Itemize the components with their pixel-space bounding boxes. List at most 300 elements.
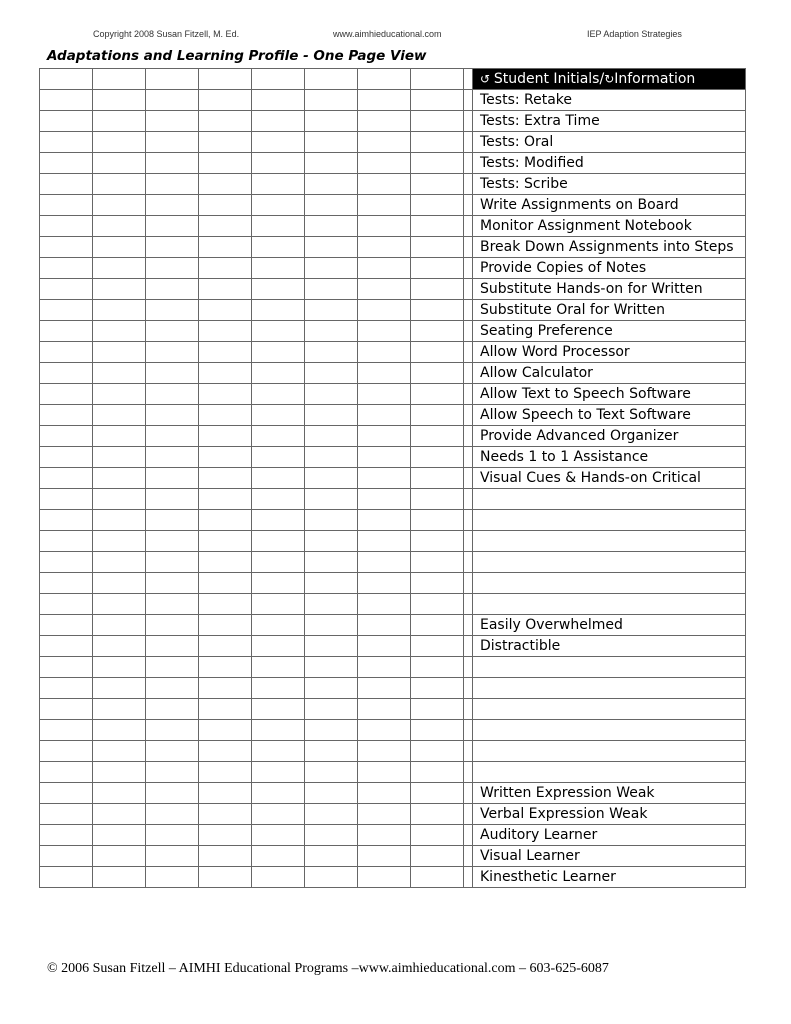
student-mark-cell[interactable] [199, 846, 252, 867]
student-mark-cell[interactable] [93, 636, 146, 657]
student-mark-cell[interactable] [464, 657, 473, 678]
student-mark-cell[interactable] [40, 111, 93, 132]
student-mark-cell[interactable] [464, 111, 473, 132]
student-mark-cell[interactable] [411, 678, 464, 699]
student-mark-cell[interactable] [199, 762, 252, 783]
student-mark-cell[interactable] [146, 321, 199, 342]
student-mark-cell[interactable] [305, 405, 358, 426]
student-mark-cell[interactable] [411, 531, 464, 552]
student-mark-cell[interactable] [358, 300, 411, 321]
student-mark-cell[interactable] [252, 384, 305, 405]
student-mark-cell[interactable] [305, 783, 358, 804]
student-mark-cell[interactable] [358, 342, 411, 363]
student-mark-cell[interactable] [252, 846, 305, 867]
student-mark-cell[interactable] [464, 636, 473, 657]
student-mark-cell[interactable] [93, 363, 146, 384]
student-mark-cell[interactable] [358, 615, 411, 636]
student-mark-cell[interactable] [199, 783, 252, 804]
student-mark-cell[interactable] [358, 489, 411, 510]
student-mark-cell[interactable] [305, 615, 358, 636]
student-mark-cell[interactable] [146, 699, 199, 720]
student-mark-cell[interactable] [146, 615, 199, 636]
student-mark-cell[interactable] [146, 216, 199, 237]
student-mark-cell[interactable] [411, 720, 464, 741]
student-mark-cell[interactable] [464, 678, 473, 699]
student-mark-cell[interactable] [40, 489, 93, 510]
student-mark-cell[interactable] [146, 594, 199, 615]
student-mark-cell[interactable] [305, 825, 358, 846]
student-mark-cell[interactable] [93, 132, 146, 153]
student-mark-cell[interactable] [464, 552, 473, 573]
student-mark-cell[interactable] [199, 867, 252, 888]
student-mark-cell[interactable] [199, 615, 252, 636]
student-mark-cell[interactable] [252, 720, 305, 741]
student-mark-cell[interactable] [464, 132, 473, 153]
student-mark-cell[interactable] [358, 426, 411, 447]
student-mark-cell[interactable] [146, 657, 199, 678]
student-mark-cell[interactable] [305, 447, 358, 468]
student-mark-cell[interactable] [252, 216, 305, 237]
student-mark-cell[interactable] [464, 405, 473, 426]
student-mark-cell[interactable] [93, 699, 146, 720]
student-mark-cell[interactable] [199, 279, 252, 300]
student-mark-cell[interactable] [411, 846, 464, 867]
student-mark-cell[interactable] [40, 783, 93, 804]
student-mark-cell[interactable] [305, 258, 358, 279]
student-mark-cell[interactable] [252, 699, 305, 720]
student-mark-cell[interactable] [40, 825, 93, 846]
student-mark-cell[interactable] [146, 678, 199, 699]
student-mark-cell[interactable] [146, 825, 199, 846]
student-mark-cell[interactable] [411, 342, 464, 363]
student-mark-cell[interactable] [464, 699, 473, 720]
student-mark-cell[interactable] [146, 573, 199, 594]
student-mark-cell[interactable] [305, 174, 358, 195]
student-mark-cell[interactable] [40, 216, 93, 237]
student-mark-cell[interactable] [305, 426, 358, 447]
student-mark-cell[interactable] [358, 804, 411, 825]
student-mark-cell[interactable] [252, 825, 305, 846]
student-mark-cell[interactable] [40, 594, 93, 615]
student-mark-cell[interactable] [93, 237, 146, 258]
student-mark-cell[interactable] [93, 678, 146, 699]
student-mark-cell[interactable] [93, 531, 146, 552]
student-mark-cell[interactable] [146, 174, 199, 195]
student-mark-cell[interactable] [252, 426, 305, 447]
student-mark-cell[interactable] [464, 594, 473, 615]
student-mark-cell[interactable] [146, 783, 199, 804]
student-mark-cell[interactable] [93, 300, 146, 321]
student-mark-cell[interactable] [40, 363, 93, 384]
student-mark-cell[interactable] [93, 195, 146, 216]
student-mark-cell[interactable] [146, 468, 199, 489]
student-mark-cell[interactable] [305, 552, 358, 573]
student-mark-cell[interactable] [464, 216, 473, 237]
student-mark-cell[interactable] [305, 510, 358, 531]
student-mark-cell[interactable] [411, 615, 464, 636]
student-mark-cell[interactable] [464, 615, 473, 636]
student-mark-cell[interactable] [252, 741, 305, 762]
student-mark-cell[interactable] [411, 405, 464, 426]
student-mark-cell[interactable] [358, 678, 411, 699]
student-mark-cell[interactable] [93, 111, 146, 132]
student-mark-cell[interactable] [358, 90, 411, 111]
student-mark-cell[interactable] [464, 363, 473, 384]
student-mark-cell[interactable] [40, 678, 93, 699]
student-mark-cell[interactable] [252, 279, 305, 300]
student-mark-cell[interactable] [199, 195, 252, 216]
student-mark-cell[interactable] [40, 321, 93, 342]
student-mark-cell[interactable] [358, 573, 411, 594]
student-mark-cell[interactable] [93, 510, 146, 531]
student-mark-cell[interactable] [252, 132, 305, 153]
student-mark-cell[interactable] [199, 363, 252, 384]
student-mark-cell[interactable] [40, 867, 93, 888]
student-mark-cell[interactable] [199, 804, 252, 825]
student-mark-cell[interactable] [199, 699, 252, 720]
student-mark-cell[interactable] [358, 699, 411, 720]
student-mark-cell[interactable] [93, 216, 146, 237]
student-mark-cell[interactable] [93, 573, 146, 594]
student-mark-cell[interactable] [146, 111, 199, 132]
student-mark-cell[interactable] [40, 762, 93, 783]
student-mark-cell[interactable] [93, 174, 146, 195]
student-mark-cell[interactable] [411, 489, 464, 510]
student-mark-cell[interactable] [358, 657, 411, 678]
student-mark-cell[interactable] [464, 783, 473, 804]
student-mark-cell[interactable] [252, 342, 305, 363]
student-mark-cell[interactable] [199, 153, 252, 174]
student-mark-cell[interactable] [305, 216, 358, 237]
student-mark-cell[interactable] [252, 783, 305, 804]
student-mark-cell[interactable] [358, 594, 411, 615]
student-mark-cell[interactable] [93, 69, 146, 90]
student-mark-cell[interactable] [40, 69, 93, 90]
student-mark-cell[interactable] [40, 447, 93, 468]
student-mark-cell[interactable] [199, 678, 252, 699]
student-mark-cell[interactable] [305, 804, 358, 825]
student-mark-cell[interactable] [464, 258, 473, 279]
student-mark-cell[interactable] [40, 279, 93, 300]
student-mark-cell[interactable] [305, 111, 358, 132]
student-mark-cell[interactable] [146, 153, 199, 174]
student-mark-cell[interactable] [40, 342, 93, 363]
student-mark-cell[interactable] [199, 237, 252, 258]
student-mark-cell[interactable] [252, 321, 305, 342]
student-mark-cell[interactable] [464, 531, 473, 552]
student-mark-cell[interactable] [93, 279, 146, 300]
student-mark-cell[interactable] [358, 174, 411, 195]
student-mark-cell[interactable] [252, 489, 305, 510]
student-mark-cell[interactable] [305, 594, 358, 615]
student-mark-cell[interactable] [305, 699, 358, 720]
student-mark-cell[interactable] [40, 720, 93, 741]
student-mark-cell[interactable] [358, 825, 411, 846]
student-mark-cell[interactable] [93, 825, 146, 846]
student-mark-cell[interactable] [40, 237, 93, 258]
student-mark-cell[interactable] [464, 468, 473, 489]
student-mark-cell[interactable] [464, 447, 473, 468]
student-mark-cell[interactable] [146, 531, 199, 552]
student-mark-cell[interactable] [199, 405, 252, 426]
student-mark-cell[interactable] [411, 237, 464, 258]
student-mark-cell[interactable] [411, 174, 464, 195]
student-mark-cell[interactable] [305, 300, 358, 321]
student-mark-cell[interactable] [358, 552, 411, 573]
student-mark-cell[interactable] [358, 762, 411, 783]
student-mark-cell[interactable] [358, 468, 411, 489]
student-mark-cell[interactable] [464, 237, 473, 258]
student-mark-cell[interactable] [305, 636, 358, 657]
student-mark-cell[interactable] [146, 867, 199, 888]
student-mark-cell[interactable] [464, 195, 473, 216]
student-mark-cell[interactable] [252, 195, 305, 216]
student-mark-cell[interactable] [146, 510, 199, 531]
student-mark-cell[interactable] [464, 489, 473, 510]
student-mark-cell[interactable] [93, 342, 146, 363]
student-mark-cell[interactable] [411, 300, 464, 321]
student-mark-cell[interactable] [199, 447, 252, 468]
student-mark-cell[interactable] [40, 300, 93, 321]
student-mark-cell[interactable] [358, 531, 411, 552]
student-mark-cell[interactable] [358, 636, 411, 657]
student-mark-cell[interactable] [411, 636, 464, 657]
student-mark-cell[interactable] [252, 636, 305, 657]
student-mark-cell[interactable] [199, 552, 252, 573]
student-mark-cell[interactable] [93, 867, 146, 888]
student-mark-cell[interactable] [305, 741, 358, 762]
student-mark-cell[interactable] [358, 846, 411, 867]
student-mark-cell[interactable] [411, 804, 464, 825]
student-mark-cell[interactable] [411, 594, 464, 615]
student-mark-cell[interactable] [411, 468, 464, 489]
student-mark-cell[interactable] [411, 321, 464, 342]
student-mark-cell[interactable] [305, 153, 358, 174]
student-mark-cell[interactable] [358, 279, 411, 300]
student-mark-cell[interactable] [199, 825, 252, 846]
student-mark-cell[interactable] [252, 552, 305, 573]
student-mark-cell[interactable] [305, 657, 358, 678]
student-mark-cell[interactable] [199, 573, 252, 594]
student-mark-cell[interactable] [146, 258, 199, 279]
student-mark-cell[interactable] [358, 783, 411, 804]
student-mark-cell[interactable] [146, 384, 199, 405]
student-mark-cell[interactable] [40, 636, 93, 657]
student-mark-cell[interactable] [411, 825, 464, 846]
student-mark-cell[interactable] [93, 615, 146, 636]
student-mark-cell[interactable] [252, 468, 305, 489]
student-mark-cell[interactable] [93, 594, 146, 615]
student-mark-cell[interactable] [305, 720, 358, 741]
student-mark-cell[interactable] [93, 846, 146, 867]
student-mark-cell[interactable] [464, 69, 473, 90]
student-mark-cell[interactable] [252, 594, 305, 615]
student-mark-cell[interactable] [40, 405, 93, 426]
student-mark-cell[interactable] [411, 657, 464, 678]
student-mark-cell[interactable] [199, 489, 252, 510]
student-mark-cell[interactable] [199, 216, 252, 237]
student-mark-cell[interactable] [358, 741, 411, 762]
student-mark-cell[interactable] [199, 510, 252, 531]
student-mark-cell[interactable] [252, 573, 305, 594]
student-mark-cell[interactable] [305, 762, 358, 783]
student-mark-cell[interactable] [146, 237, 199, 258]
student-mark-cell[interactable] [464, 153, 473, 174]
student-mark-cell[interactable] [252, 258, 305, 279]
student-mark-cell[interactable] [252, 300, 305, 321]
student-mark-cell[interactable] [305, 573, 358, 594]
student-mark-cell[interactable] [358, 867, 411, 888]
student-mark-cell[interactable] [199, 426, 252, 447]
student-mark-cell[interactable] [252, 447, 305, 468]
student-mark-cell[interactable] [411, 279, 464, 300]
student-mark-cell[interactable] [252, 531, 305, 552]
student-mark-cell[interactable] [252, 153, 305, 174]
student-mark-cell[interactable] [146, 426, 199, 447]
student-mark-cell[interactable] [146, 846, 199, 867]
student-mark-cell[interactable] [411, 573, 464, 594]
student-mark-cell[interactable] [411, 69, 464, 90]
student-mark-cell[interactable] [146, 342, 199, 363]
student-mark-cell[interactable] [146, 363, 199, 384]
student-mark-cell[interactable] [199, 741, 252, 762]
student-mark-cell[interactable] [358, 720, 411, 741]
student-mark-cell[interactable] [93, 468, 146, 489]
student-mark-cell[interactable] [252, 657, 305, 678]
student-mark-cell[interactable] [411, 447, 464, 468]
student-mark-cell[interactable] [40, 153, 93, 174]
student-mark-cell[interactable] [358, 405, 411, 426]
student-mark-cell[interactable] [146, 447, 199, 468]
student-mark-cell[interactable] [305, 384, 358, 405]
student-mark-cell[interactable] [146, 90, 199, 111]
student-mark-cell[interactable] [358, 510, 411, 531]
student-mark-cell[interactable] [305, 489, 358, 510]
student-mark-cell[interactable] [93, 762, 146, 783]
student-mark-cell[interactable] [199, 111, 252, 132]
student-mark-cell[interactable] [464, 804, 473, 825]
student-mark-cell[interactable] [252, 762, 305, 783]
student-mark-cell[interactable] [40, 468, 93, 489]
student-mark-cell[interactable] [146, 489, 199, 510]
student-mark-cell[interactable] [199, 90, 252, 111]
student-mark-cell[interactable] [464, 867, 473, 888]
student-mark-cell[interactable] [146, 279, 199, 300]
student-mark-cell[interactable] [358, 447, 411, 468]
student-mark-cell[interactable] [93, 720, 146, 741]
student-mark-cell[interactable] [199, 321, 252, 342]
student-mark-cell[interactable] [305, 342, 358, 363]
student-mark-cell[interactable] [305, 468, 358, 489]
student-mark-cell[interactable] [40, 174, 93, 195]
student-mark-cell[interactable] [464, 279, 473, 300]
student-mark-cell[interactable] [464, 174, 473, 195]
student-mark-cell[interactable] [40, 657, 93, 678]
student-mark-cell[interactable] [93, 804, 146, 825]
student-mark-cell[interactable] [252, 405, 305, 426]
student-mark-cell[interactable] [93, 552, 146, 573]
student-mark-cell[interactable] [93, 405, 146, 426]
student-mark-cell[interactable] [305, 846, 358, 867]
student-mark-cell[interactable] [40, 699, 93, 720]
student-mark-cell[interactable] [199, 531, 252, 552]
student-mark-cell[interactable] [305, 69, 358, 90]
student-mark-cell[interactable] [146, 636, 199, 657]
student-mark-cell[interactable] [146, 69, 199, 90]
student-mark-cell[interactable] [93, 153, 146, 174]
student-mark-cell[interactable] [411, 132, 464, 153]
student-mark-cell[interactable] [146, 741, 199, 762]
student-mark-cell[interactable] [305, 363, 358, 384]
student-mark-cell[interactable] [40, 510, 93, 531]
student-mark-cell[interactable] [464, 762, 473, 783]
student-mark-cell[interactable] [464, 300, 473, 321]
student-mark-cell[interactable] [252, 174, 305, 195]
student-mark-cell[interactable] [411, 741, 464, 762]
student-mark-cell[interactable] [464, 426, 473, 447]
student-mark-cell[interactable] [93, 741, 146, 762]
student-mark-cell[interactable] [146, 720, 199, 741]
student-mark-cell[interactable] [305, 132, 358, 153]
student-mark-cell[interactable] [464, 342, 473, 363]
student-mark-cell[interactable] [464, 720, 473, 741]
student-mark-cell[interactable] [305, 321, 358, 342]
student-mark-cell[interactable] [305, 678, 358, 699]
student-mark-cell[interactable] [40, 741, 93, 762]
student-mark-cell[interactable] [358, 132, 411, 153]
student-mark-cell[interactable] [93, 783, 146, 804]
student-mark-cell[interactable] [305, 90, 358, 111]
student-mark-cell[interactable] [358, 153, 411, 174]
student-mark-cell[interactable] [199, 636, 252, 657]
student-mark-cell[interactable] [305, 279, 358, 300]
student-mark-cell[interactable] [146, 132, 199, 153]
student-mark-cell[interactable] [358, 111, 411, 132]
student-mark-cell[interactable] [358, 384, 411, 405]
student-mark-cell[interactable] [252, 678, 305, 699]
student-mark-cell[interactable] [252, 363, 305, 384]
student-mark-cell[interactable] [411, 510, 464, 531]
student-mark-cell[interactable] [199, 594, 252, 615]
student-mark-cell[interactable] [464, 321, 473, 342]
student-mark-cell[interactable] [411, 90, 464, 111]
student-mark-cell[interactable] [40, 90, 93, 111]
student-mark-cell[interactable] [146, 762, 199, 783]
student-mark-cell[interactable] [305, 531, 358, 552]
student-mark-cell[interactable] [411, 867, 464, 888]
student-mark-cell[interactable] [411, 762, 464, 783]
student-mark-cell[interactable] [40, 552, 93, 573]
student-mark-cell[interactable] [358, 216, 411, 237]
student-mark-cell[interactable] [40, 258, 93, 279]
student-mark-cell[interactable] [146, 405, 199, 426]
student-mark-cell[interactable] [199, 342, 252, 363]
student-mark-cell[interactable] [411, 153, 464, 174]
student-mark-cell[interactable] [40, 531, 93, 552]
student-mark-cell[interactable] [411, 111, 464, 132]
student-mark-cell[interactable] [40, 384, 93, 405]
student-mark-cell[interactable] [464, 846, 473, 867]
student-mark-cell[interactable] [146, 195, 199, 216]
student-mark-cell[interactable] [93, 258, 146, 279]
student-mark-cell[interactable] [411, 195, 464, 216]
student-mark-cell[interactable] [252, 615, 305, 636]
student-mark-cell[interactable] [93, 384, 146, 405]
student-mark-cell[interactable] [93, 657, 146, 678]
student-mark-cell[interactable] [358, 321, 411, 342]
student-mark-cell[interactable] [93, 90, 146, 111]
student-mark-cell[interactable] [252, 69, 305, 90]
